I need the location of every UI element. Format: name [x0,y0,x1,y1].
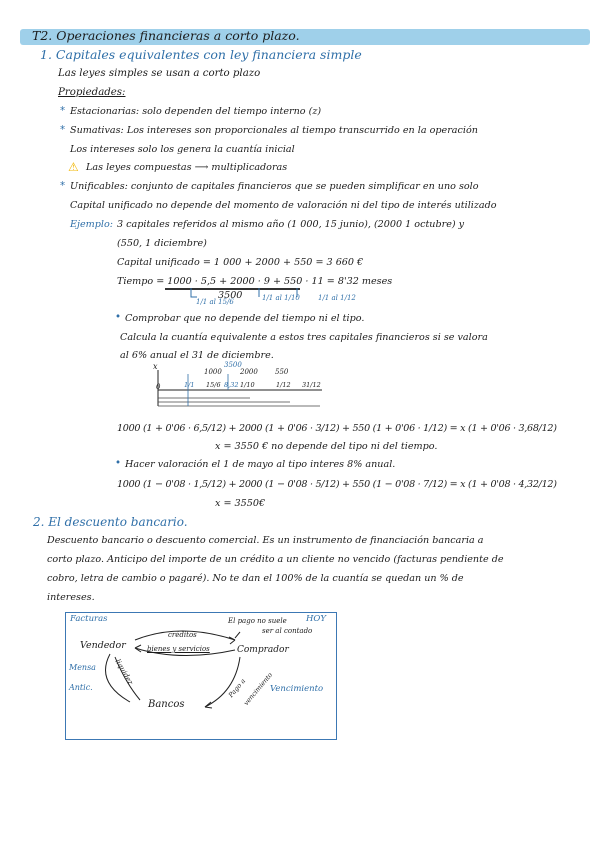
tl-top-2000: 2000 [240,368,258,376]
bullet-icon: * [60,106,66,117]
tl-top-1000: 1000 [204,368,222,376]
tl-1-1: 1/1 [184,381,195,389]
calc-text-2: al 6% anual el 31 de diciembre. [120,350,274,361]
example-text: 3 capitales referidos al mismo año (1 000, 15 junio), (2000 1 octubre) y [117,219,465,230]
tl-1-12: 1/12 [276,381,291,389]
diagram-creditos: créditos [168,631,197,639]
calc-text: Calcula la cuantía equivalente a estos tres capitales financieros si se valora [120,332,488,343]
diagram-anti: Antic. [69,683,93,692]
result-1: x = 3550 € no depende del tipo ni del tiempo. [215,441,438,452]
prop-unificables-note: Capital unificado no depende del momento de valoración ni del tipo de interés utilizado [70,200,497,211]
diagram-pago-a: Pago a [226,677,248,699]
diagram-pago-note-b: ser al contado [262,627,313,635]
tiempo-formula: Tiempo = 1000 · 5,5 + 2000 · 9 + 550 · 11 = 8'32 meses [117,276,393,287]
tl-1-10: 1/10 [240,381,255,389]
tl-top-3500: 3500 [224,361,242,369]
valoracion-text: Hacer valoración el 1 de mayo al tipo interes 8% anual. [125,459,396,470]
diagram-bancos: Bancos [148,699,185,710]
diagram-facturas: Facturas [70,614,108,624]
bullet-icon: * [60,181,66,192]
section2-p1: Descuento bancario o descuento comercial. Es un instrumento de financiación bancaria a [47,535,484,546]
timeline-x: x [153,362,158,371]
capital-unificado: Capital unificado = 1 000 + 2000 + 550 = 3 660 € [117,257,364,268]
annotation-1: 1/1 al 15/6 [196,298,234,306]
tl-15-6: 15/6 [206,381,221,389]
props-label: Propiedades: [58,87,126,98]
equation-1: 1000 (1 + 0'06 · 6,5/12) + 2000 (1 + 0'06 · 3/12) + 550 (1 + 0'06 · 1/12) = x (1 + 0'06 · 3,68/12) [117,423,557,434]
warning-text: Las leyes compuestas ⟶ multiplicadoras [86,162,288,173]
diagram-bienes: bienes y servicios [147,645,210,653]
prop-sumativas-note: Los intereses solo los genera la cuantía inicial [70,144,295,155]
tl-top-550: 550 [275,368,289,376]
tl-31-12: 31/12 [302,381,321,389]
tl-0: 0 [156,383,161,391]
section2-p3: cobro, letra de cambio o pagaré). No te dan el 100% de la cuantía se quedan un % de [47,573,464,584]
equation-2: 1000 (1 − 0'08 · 1,5/12) + 2000 (1 − 0'08 · 5/12) + 550 (1 − 0'08 · 7/12) = x (1 + 0'08 · 4,32/12) [117,479,557,490]
prop-estacionarias: Estacionarias: solo dependen del tiempo interno (z) [70,106,322,117]
page-title: T2. Operaciones financieras a corto plazo. [32,28,300,43]
diagram-vendedor: Vendedor [80,640,126,651]
section2-p4: intereses. [47,592,95,603]
section2-heading: 2. El descuento bancario. [33,515,188,529]
diagram-vencimiento: Vencimiento [270,684,324,694]
section2-p2: corto plazo. Anticipo del importe de un crédito a un cliente no vencido (facturas pendiente de [47,554,504,565]
intro-text: Las leyes simples se usan a corto plazo [58,68,261,79]
tiempo-divisor: 3500 [218,290,243,301]
diagram-pago-note-a: El pago no suele [228,617,287,625]
check-text: Comprobar que no depende del tiempo ni el tipo. [125,313,365,324]
tl-8-32: 8,32 [224,381,239,389]
prop-unificables: Unificables: conjunto de capitales financieros que se pueden simplificar en uno solo [70,181,479,192]
annotation-3: 1/1 al 1/12 [318,294,356,302]
diagram-mensa: Mensa [69,663,96,672]
diagram-liquidez: liquidez [113,657,135,687]
diagram-hoy: HOY [306,614,326,624]
example-text-2: (550, 1 diciembre) [117,238,207,249]
prop-sumativas: Sumativas: Los intereses son proporcionales al tiempo transcurrido en la operación [70,125,478,136]
example-label: Ejemplo: [70,219,113,230]
warning-icon: ⚠ [68,160,79,174]
section1-heading: 1. Capitales equivalentes con ley financiera simple [40,47,362,62]
annotation-2: 1/1 al 1/10 [262,294,300,302]
diagram-comprador: Comprador [237,645,289,655]
bullet-dot: • [115,458,122,469]
bullet-icon: * [60,125,66,136]
bullet-dot: • [115,312,122,323]
result-2: x = 3550€ [215,498,266,509]
diagram-pago-b: vencimiento [242,671,275,707]
